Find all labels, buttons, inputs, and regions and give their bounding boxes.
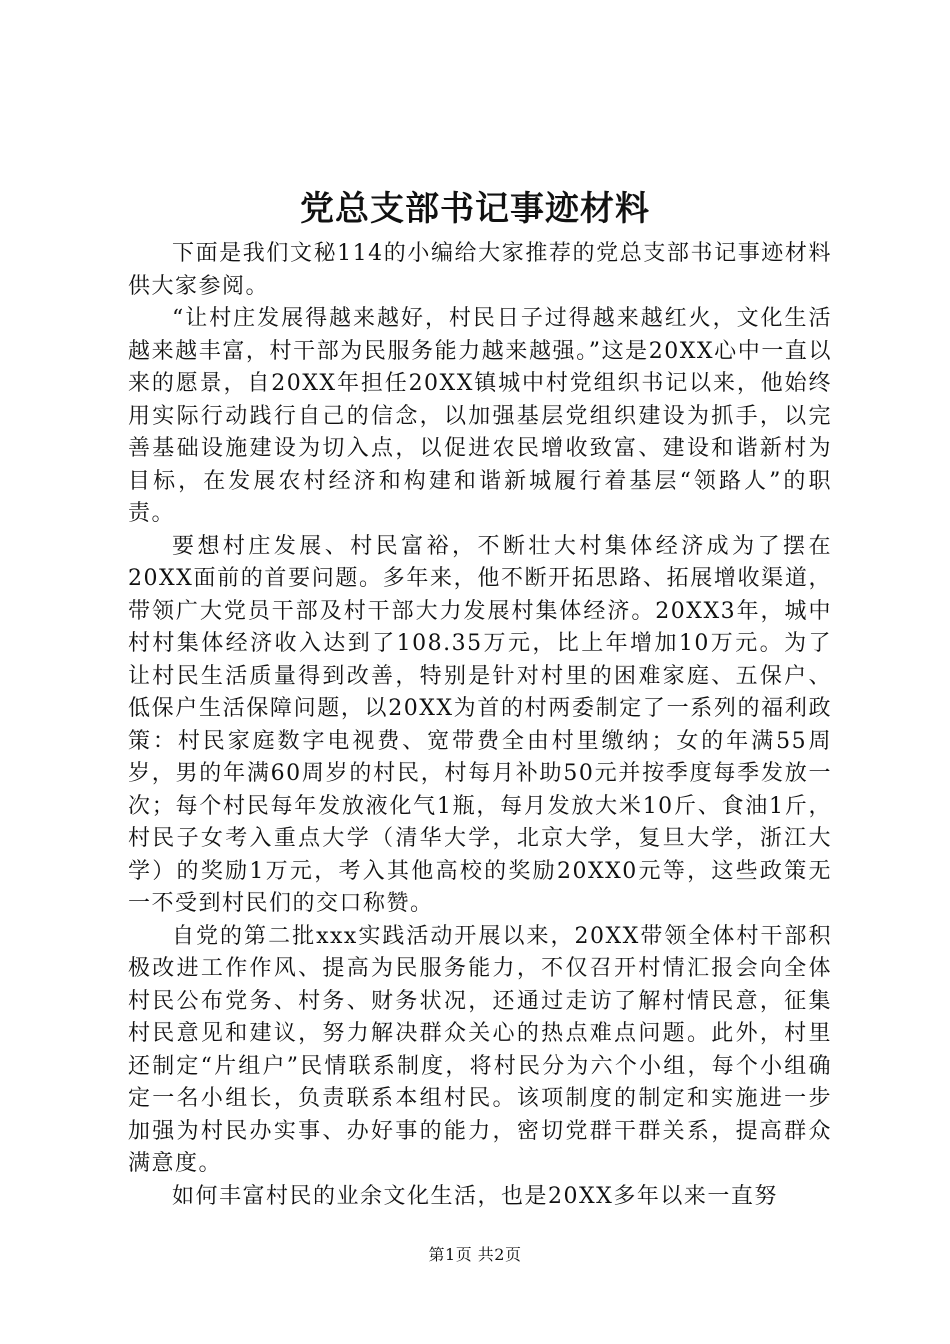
- paragraph-economy: 要想村庄发展、村民富裕，不断壮大村集体经济成为了摆在20XX面前的首要问题。多年来，他不断开拓思路、拓展增收渠道，带领广大党员干部及村干部大力发展村集体经济。20XX3年，城中村村集体经济收入达到了108.35万元，比上年增加10万元。为了让村民生活质量得到改善，特别是针对村里的困难家庭、五保户、低保户生活保障问题，以20XX为首的村两委制定了一系列的福利政策：村民家庭数字电视费、宽带费全由村里缴纳；女的年满55周岁，男的年满60周岁的村民，村每月补助50元并按季度每季发放一次；每个村民每年发放液化气1瓶，每月发放大米10斤、食油1斤，村民子女考入重点大学（清华大学，北京大学，复旦大学，浙江大学）的奖励1万元，考入其他高校的奖励20XX0元等，这些政策无一不受到村民们的交口称赞。: [128, 533, 832, 916]
- page-footer: 第1页 共2页: [428, 1245, 522, 1264]
- paragraph-culture: 如何丰富村民的业余文化生活，也是20XX多年以来一直努: [172, 1183, 778, 1209]
- document-title: 党总支部书记事迹材料: [300, 189, 650, 229]
- document-body: [128, 238, 832, 1213]
- paragraph-practice: 自党的第二批xxx实践活动开展以来，20XX带领全体村干部积极改进工作作风、提高为民服务能力，不仅召开村情汇报会向全体村民公布党务、村务、财务状况，还通过走访了解村情民意，征集村民意见和建议，努力解决群众关心的热点难点问题。此外，村里还制定“片组户”民情联系制度，将村民分为六个小组，每个小组确定一名小组长，负责联系本组村民。该项制度的制定和实施进一步加强为村民办实事、办好事的能力，密切党群干群关系，提高群众满意度。: [128, 923, 832, 1176]
- paragraph-intro: 下面是我们文秘114的小编给大家推荐的党总支部书记事迹材料供大家参阅。: [128, 241, 832, 299]
- paragraph-vision: “让村庄发展得越来越好，村民日子过得越来越红火，文化生活越来越丰富，村干部为民服务能力越来越强。”这是20XX心中一直以来的愿景，自20XX年担任20XX镇城中村党组织书记以来，他始终用实际行动践行自己的信念，以加强基层党组织建设为抓手，以完善基础设施建设为切入点，以促进农民增收致富、建设和谐新村为目标，在发展农村经济和构建和谐新城履行着基层“领路人”的职责。: [128, 306, 832, 526]
